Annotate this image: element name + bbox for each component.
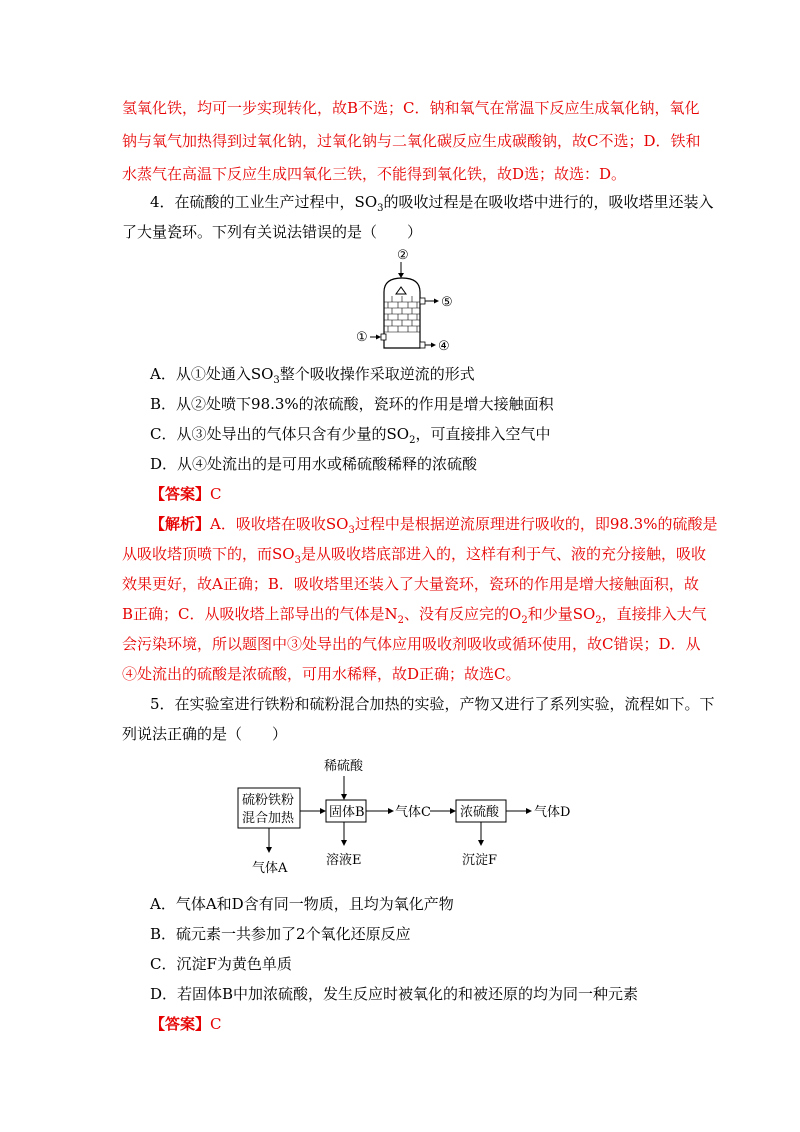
absorption-tower-diagram <box>340 248 480 356</box>
q5-flow-diagram <box>230 754 590 884</box>
q5-stem-line-2: 列说法正确的是（ ） <box>122 725 288 743</box>
q4-analysis-line-2: 从吸收塔顶喷下的，而$SO_3$是从吸收塔底部进入的，这样有利于气、液的充分接触，吸收 <box>122 545 706 566</box>
q4-answer: 【答案】C <box>150 485 222 503</box>
flow-gas-a: 气体A <box>252 861 288 876</box>
label-inlet-1: ① <box>356 330 368 345</box>
flow-gas-d: 气体D <box>534 805 571 820</box>
q4-option-b: B．从②处喷下98.3%的浓硫酸，瓷环的作用是增大接触面积 <box>150 395 554 413</box>
label-inlet-2: ② <box>397 248 409 263</box>
q4-analysis-line-6: ④处流出的硫酸是浓硫酸，可用水稀释，故D正确；故选C。 <box>122 665 521 683</box>
q5-option-b: B．硫元素一共参加了2个氧化还原反应 <box>150 925 411 943</box>
prev-explanation-line-2: 钠与氧气加热得到过氧化钠，过氧化钠与二氧化碳反应生成碳酸钠，故C不选；D．铁和 <box>122 132 701 150</box>
q5-option-c: C．沉淀F为黄色单质 <box>150 955 292 973</box>
q4-stem-line-2: 了大量瓷环。下列有关说法错误的是（ ） <box>122 223 423 241</box>
q4-stem-line-1: 4．在硫酸的工业生产过程中，$SO_3$的吸收过程是在吸收塔中进行的，吸收塔里还装入 <box>150 193 714 214</box>
q4-option-d: D．从④处流出的是可用水或稀硫酸稀释的浓硫酸 <box>150 455 478 473</box>
q5-option-d: D．若固体B中加浓硫酸，发生反应时被氧化的和被还原的均为同一种元素 <box>150 985 639 1003</box>
q5-option-a: A．气体A和D含有同一物质，且均为氧化产物 <box>150 895 454 913</box>
q4-analysis-line-5: 会污染环境，所以题图中③处导出的气体应用吸收剂吸收或循环使用，故C错误；D．从 <box>122 635 701 653</box>
flow-box-conc-acid: 浓硫酸 <box>460 805 500 820</box>
flow-box-mix-line-1: 硫粉铁粉 <box>242 793 295 808</box>
q4-option-a: A．从①处通入$SO_3$整个吸收操作采取逆流的形式 <box>150 365 475 386</box>
flow-box-mix-line-2: 混合加热 <box>242 811 295 826</box>
label-outlet-4: ④ <box>438 339 450 354</box>
q4-analysis-line-4: B正确；C．从吸收塔上部导出的气体是$N_2$、没有反应完的$O_2$和少量$SO_2$，直接排入大气 <box>122 605 707 626</box>
label-outlet-5: ⑤ <box>441 295 453 310</box>
prev-explanation-line-1: 氢氧化铁，均可一步实现转化，故B不选；C．钠和氧气在常温下反应生成氧化钠，氧化 <box>122 99 700 117</box>
q4-analysis-line-3: 效果更好，故A正确；B．吸收塔里还装入了大量瓷环，瓷环的作用是增大接触面积，故 <box>122 575 699 593</box>
flow-dilute-acid: 稀硫酸 <box>324 759 364 774</box>
flow-precipitate-f: 沉淀F <box>462 853 498 868</box>
flow-box-solid-b: 固体B <box>329 805 365 820</box>
q4-analysis-line-1: 【解析】A．吸收塔在吸收$SO_3$过程中是根据逆流原理进行吸收的，即98.3%的硫酸是 <box>150 515 718 536</box>
q5-answer: 【答案】C <box>150 1015 222 1033</box>
q4-option-c: C．从③处导出的气体只含有少量的$SO_2$，可直接排入空气中 <box>150 425 551 446</box>
flow-solution-e: 溶液E <box>326 853 362 868</box>
prev-explanation-line-3: 水蒸气在高温下反应生成四氧化三铁，不能得到氧化铁，故D选；故选：D。 <box>122 165 627 183</box>
q5-stem-line-1: 5．在实验室进行铁粉和硫粉混合加热的实验，产物又进行了系列实验，流程如下。下 <box>150 695 715 713</box>
flow-gas-c: 气体C <box>395 805 431 820</box>
